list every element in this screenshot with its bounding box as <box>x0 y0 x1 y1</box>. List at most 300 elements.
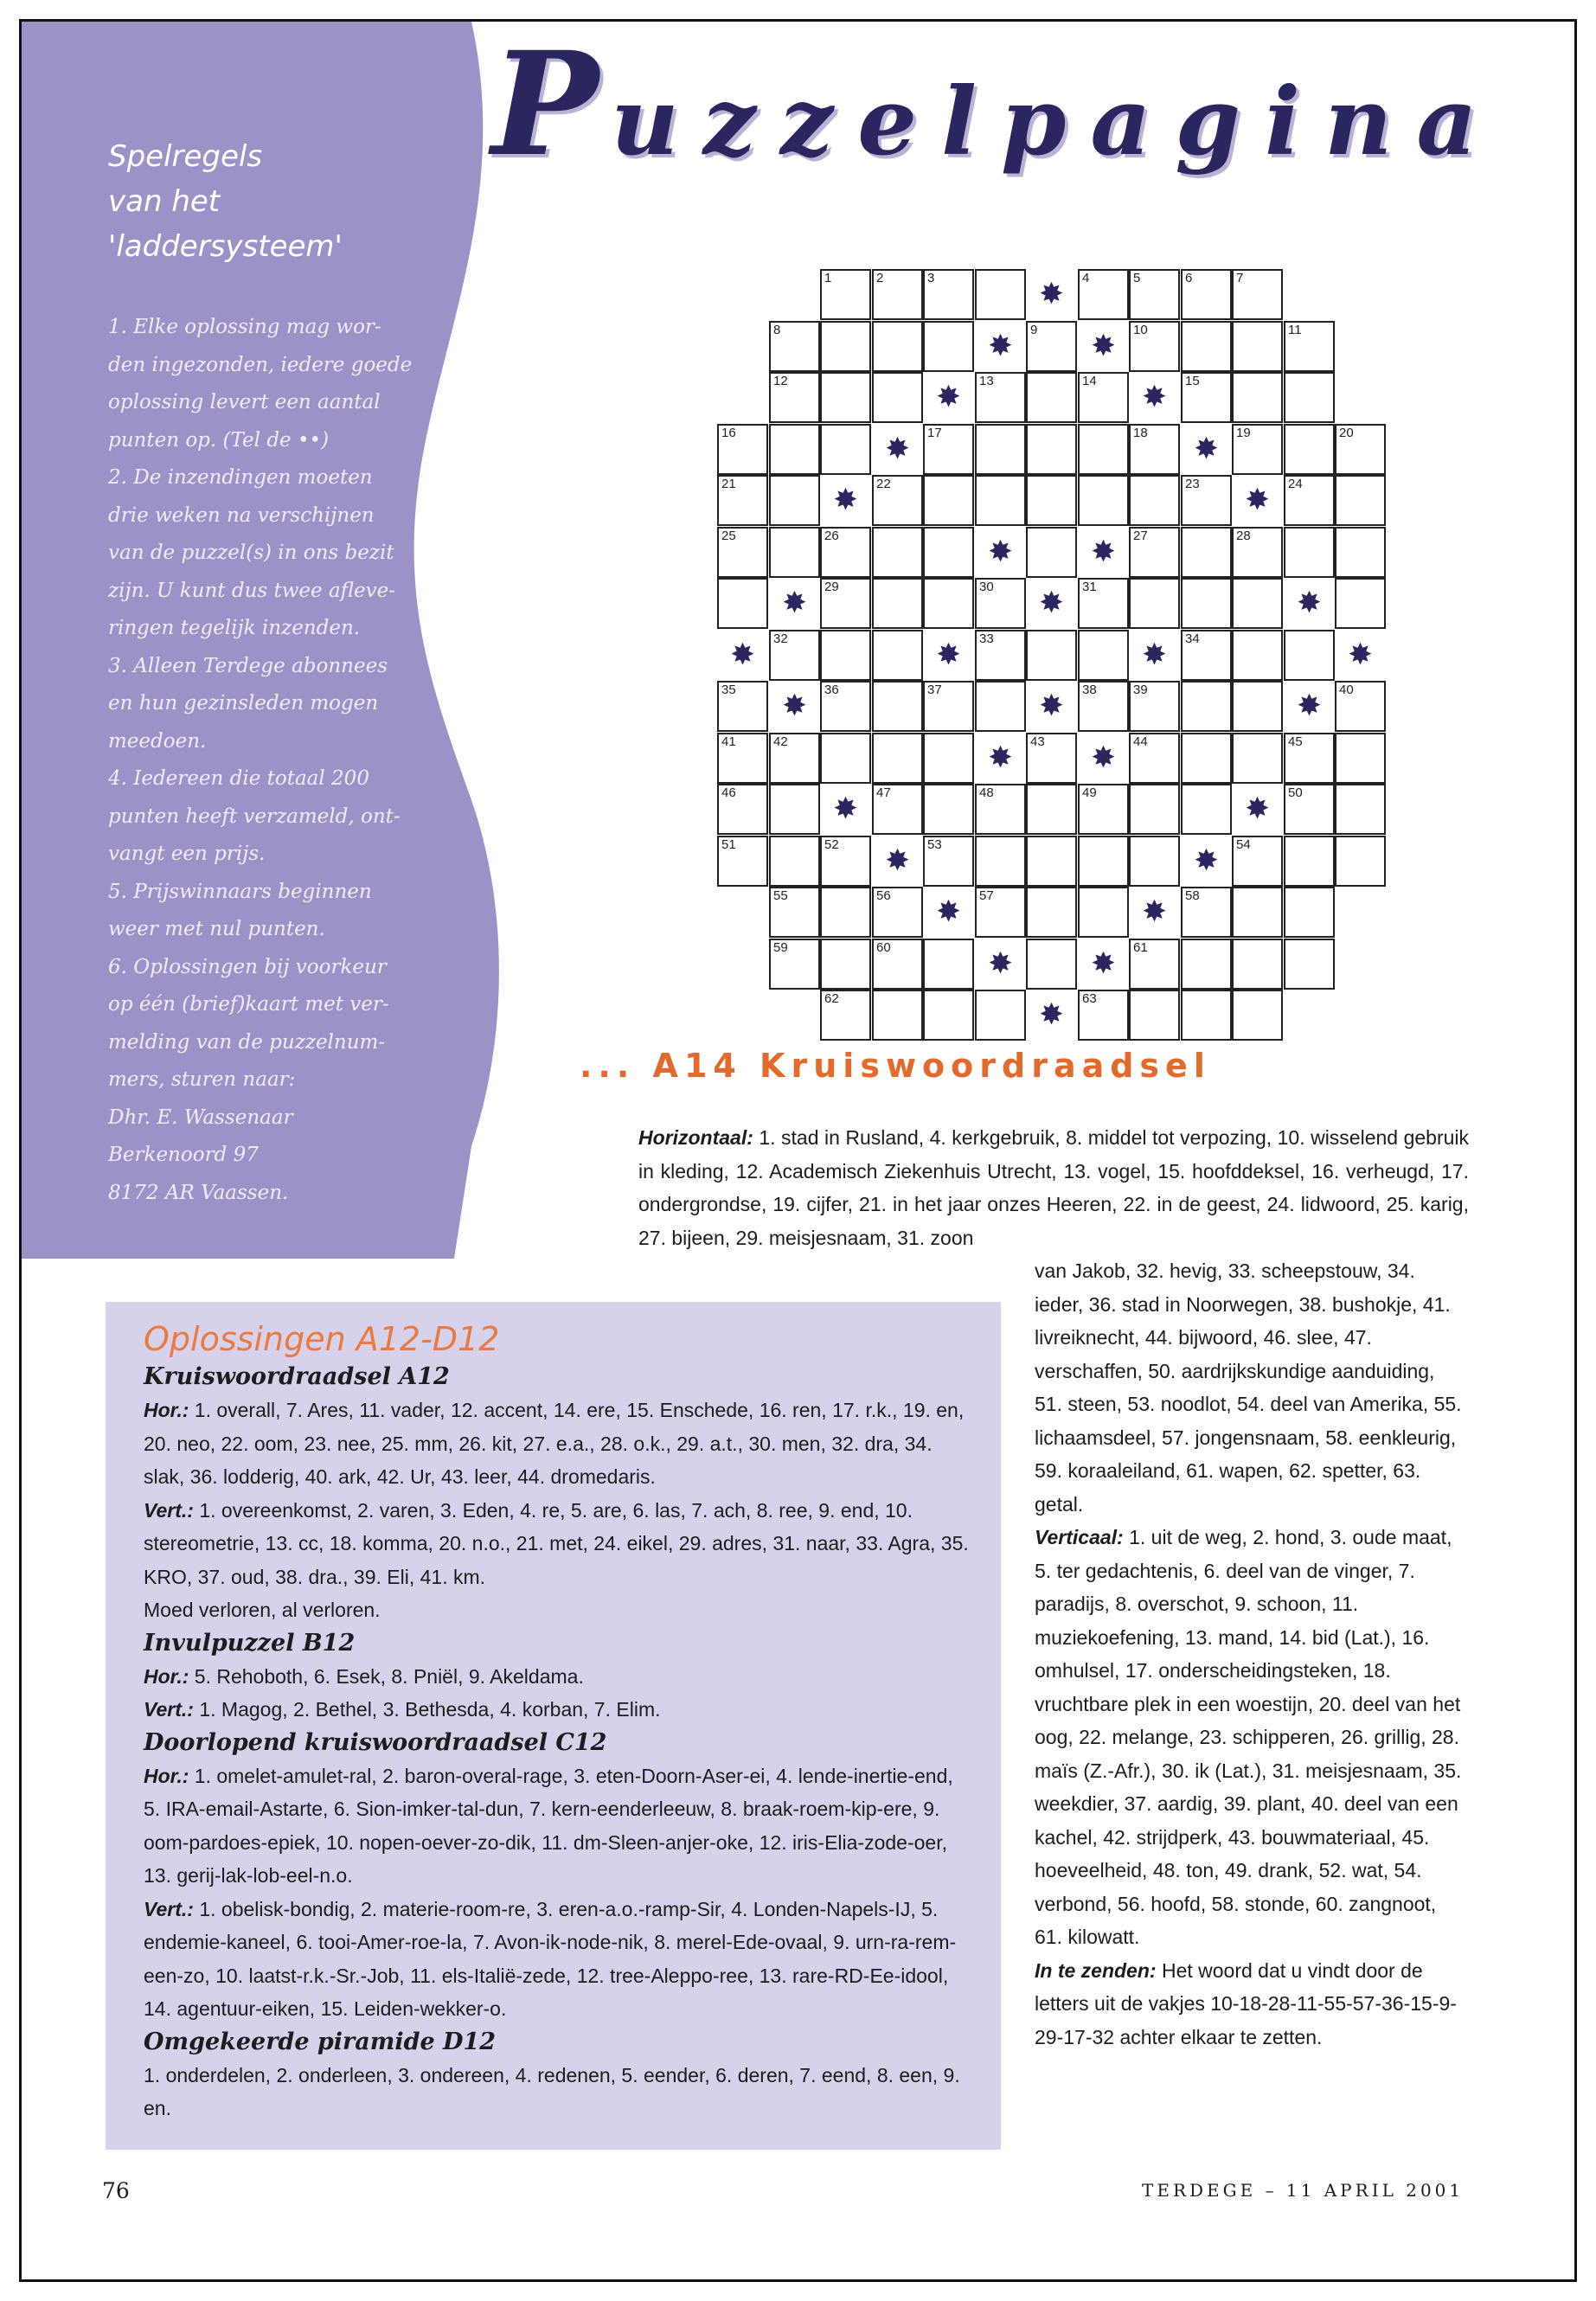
grid-cell-number: 43 <box>1030 734 1045 749</box>
solutions-content <box>144 1317 974 2125</box>
grid-cell-number: 4 <box>1082 271 1090 285</box>
grid-cell-number: 7 <box>1236 271 1244 285</box>
page-title <box>491 20 1502 188</box>
grid-cell-number: 55 <box>773 888 788 903</box>
grid-cell-number: 62 <box>824 991 839 1006</box>
grid-cell-number: 13 <box>979 374 994 388</box>
grid-cell-number: 15 <box>1185 374 1200 388</box>
grid-cell <box>1232 887 1283 938</box>
grid-cell-number: 26 <box>824 529 839 543</box>
grid-cell <box>1026 733 1077 784</box>
grid-cell <box>923 527 974 578</box>
grid-cell <box>1078 424 1129 475</box>
vertical-clues-text: 1. uit de weg, 2. hond, 3. oude maat, 5. ter gedachtenis, 6. deel van de vinger, 7. paradijs, 8. overschot, 9. schoon, 11. muziekoefening, 13. mand, 14. bid (Lat.), 16. omhulsel, 17. onderscheidingsteken, 18. vruchtbare plek in een woestijn, 20. deel van het oog, 22. melange, 23. schipperen, 26. grillig, 28. maïs (Z.-Afr.), 30. ik (Lat.), 31. meisjesnaam, 35. weekdier, 37. aardig, 39. plant, 40. deel van een kachel, 42. strijdperk, 43. bouwmateriaal, 45. hoeveelheid, 48. ton, 49. drank, 52. wat, 54. verbond, 56. hoofd, 58. stonde, 60. zangnoot, 61. kilowatt. <box>1035 1526 1462 1948</box>
grid-cell <box>1078 630 1129 681</box>
grid-star-marker: ✸ <box>833 484 858 516</box>
grid-cell-number: 10 <box>1133 323 1148 337</box>
grid-cell <box>1129 733 1180 784</box>
grid-cell <box>717 784 768 835</box>
grid-cell <box>1129 784 1180 835</box>
grid-star-marker: ✸ <box>1142 895 1167 928</box>
grid-cell <box>1335 681 1386 732</box>
page-title-rest: uzzelpagina <box>611 67 1502 176</box>
submission-label: In te zenden: <box>1035 1958 1157 1982</box>
grid-cell <box>923 681 974 732</box>
grid-cell <box>1078 784 1129 835</box>
page-title-initial: P <box>491 20 612 188</box>
grid-star-marker: ✸ <box>1091 947 1116 980</box>
grid-star-marker: ✸ <box>1039 689 1064 722</box>
grid-cell <box>820 527 871 578</box>
solution-label: Vert.: <box>144 1698 194 1721</box>
grid-star-marker: ✸ <box>988 947 1013 980</box>
grid-star-marker: ✸ <box>1245 484 1270 516</box>
grid-cell <box>975 269 1026 320</box>
solution-section-title: Doorlopend kruiswoordraadsel C12 <box>144 1728 607 1756</box>
grid-star-marker: ✸ <box>1039 998 1064 1031</box>
grid-cell <box>1232 836 1283 887</box>
grid-cell-number: 47 <box>876 785 891 800</box>
grid-cell <box>1026 527 1077 578</box>
grid-cell-number: 48 <box>979 785 994 800</box>
grid-cell <box>820 990 871 1041</box>
grid-cell <box>1284 939 1335 990</box>
grid-star-marker: ✸ <box>833 792 858 825</box>
grid-cell-number: 16 <box>721 426 736 440</box>
grid-cell <box>717 733 768 784</box>
grid-cell-number: 2 <box>876 271 884 285</box>
grid-cell <box>717 424 768 475</box>
horizontal-clues-continued: van Jakob, 32. hevig, 33. scheepstouw, 34. ieder, 36. stad in Noorwegen, 38. bushokje, 41. livreiknecht, 44. bijwoord, 46. slee, 47. verschaffen, 50. aardrijkskundige aanduiding, 51. steen, 53. noodlot, 54. deel van Amerika, 55. lichaamsdeel, 57. jongensnaam, 58. eenkleurig, 59. koraaleiland, 61. wapen, 62. spetter, 63. getal. <box>1035 1259 1462 1516</box>
grid-cell <box>1335 578 1386 629</box>
grid-cell-number: 56 <box>876 888 891 903</box>
rule-line: vangt een prijs. <box>108 843 266 865</box>
grid-cell <box>1026 475 1077 526</box>
solution-label: Hor.: <box>144 1399 189 1421</box>
grid-cell <box>1284 887 1335 938</box>
grid-cell <box>1078 990 1129 1041</box>
grid-cell <box>1335 836 1386 887</box>
grid-cell <box>1284 527 1335 578</box>
clues-column <box>1035 1254 1467 2054</box>
horizontal-clues: 1. stad in Rusland, 4. kerkgebruik, 8. middel tot verpozing, 10. wisselend gebruik in kleding, 12. Academisch Ziekenhuis Utrecht, 13. vogel, 15. hoofddeksel, 16. verheugd, 17. ondergrondse, 19. cijfer, 21. in het jaar onzes Heeren, 22. in de geest, 24. lidwoord, 25. karig, 27. bijeen, 29. meisjesnaam, 31. zoon <box>638 1126 1469 1249</box>
grid-cell <box>923 424 974 475</box>
rule-line: oplossing levert een aantal <box>108 391 381 413</box>
rule-line: drie weken na verschijnen <box>108 503 375 527</box>
grid-cell <box>1026 784 1077 835</box>
puzzle-heading: ... A14 Kruiswoordraadsel <box>580 1047 1211 1085</box>
rules-list <box>108 309 463 1212</box>
rule-line: Dhr. E. Wassenaar <box>108 1106 293 1129</box>
grid-cell-number: 17 <box>927 426 942 440</box>
grid-cell <box>872 784 923 835</box>
grid-cell-number: 31 <box>1082 580 1097 594</box>
solution-section-title: Omgekeerde piramide D12 <box>144 2028 497 2055</box>
vertical-label: Verticaal: <box>1035 1526 1124 1548</box>
grid-cell <box>820 733 871 784</box>
solution-label: Hor.: <box>144 1664 189 1688</box>
solution-paragraph <box>144 1593 974 1627</box>
grid-cell <box>1181 527 1232 578</box>
grid-cell-number: 19 <box>1236 426 1251 440</box>
grid-cell <box>1284 784 1335 835</box>
grid-cell <box>872 475 923 526</box>
grid-cell <box>1232 733 1283 784</box>
grid-cell-number: 25 <box>721 529 736 543</box>
vertical-clues <box>1035 1521 1467 1954</box>
rule-line: mers, sturen naar: <box>108 1068 296 1091</box>
grid-star-marker: ✸ <box>988 330 1013 362</box>
grid-star-marker: ✸ <box>936 381 961 413</box>
grid-cell-number: 61 <box>1133 940 1148 955</box>
grid-cell <box>975 681 1026 732</box>
grid-cell <box>1026 372 1077 423</box>
grid-cell <box>1026 939 1077 990</box>
grid-cell <box>1129 836 1180 887</box>
grid-cell-number: 40 <box>1339 683 1354 697</box>
grid-star-marker: ✸ <box>1245 792 1270 825</box>
grid-cell <box>923 836 974 887</box>
solution-label: Hor.: <box>144 1764 189 1787</box>
rules-heading-line: van het <box>108 184 221 219</box>
grid-cell <box>769 836 820 887</box>
rule-line: punten op. (Tel de ••) <box>108 428 330 452</box>
grid-star-marker: ✸ <box>1194 844 1219 877</box>
grid-star-marker: ✸ <box>988 535 1013 568</box>
solution-text: 1. onderdelen, 2. onderleen, 3. ondereen, 4. redenen, 5. eender, 6. deren, 7. eend, 8. een, 9. en. <box>144 2063 960 2119</box>
grid-cell <box>872 372 923 423</box>
grid-cell-number: 11 <box>1288 323 1302 337</box>
grid-cell <box>820 836 871 887</box>
grid-cell <box>769 630 820 681</box>
grid-cell <box>1232 681 1283 732</box>
solution-label: Vert.: <box>144 1498 194 1522</box>
grid-cell-number: 6 <box>1185 271 1193 285</box>
rule-line: weer met nul punten. <box>108 918 325 940</box>
solution-paragraph <box>144 1759 974 1893</box>
solution-section-title: Kruiswoordraadsel A12 <box>144 1363 450 1390</box>
rules-heading-line: 'laddersysteem' <box>108 229 343 264</box>
grid-cell-number: 58 <box>1185 888 1200 903</box>
grid-cell <box>1129 578 1180 629</box>
grid-cell <box>1232 578 1283 629</box>
rules-text <box>108 134 463 1212</box>
grid-cell <box>1026 887 1077 938</box>
rule-line: 8172 AR Vaassen. <box>108 1181 289 1204</box>
grid-cell <box>923 939 974 990</box>
grid-cell <box>769 527 820 578</box>
grid-cell <box>820 321 871 372</box>
grid-cell <box>923 475 974 526</box>
grid-cell <box>872 269 923 320</box>
grid-star-marker: ✸ <box>1091 535 1116 568</box>
footer-issue: TERDEGE – 11 APRIL 2001 <box>1142 2180 1465 2201</box>
grid-cell <box>1026 321 1077 372</box>
grid-cell <box>872 887 923 938</box>
grid-cell-number: 20 <box>1339 426 1354 440</box>
grid-cell <box>872 681 923 732</box>
rules-heading-line: Spelregels <box>108 139 263 174</box>
grid-cell-number: 22 <box>876 477 891 491</box>
grid-star-marker: ✸ <box>1194 433 1219 465</box>
grid-cell <box>1129 424 1180 475</box>
rule-line: van de puzzel(s) in ons bezit <box>108 542 394 564</box>
grid-cell <box>975 475 1026 526</box>
grid-star-marker: ✸ <box>988 741 1013 774</box>
grid-star-marker: ✸ <box>885 433 910 465</box>
grid-cell <box>820 269 871 320</box>
grid-cell <box>1078 578 1129 629</box>
grid-cell <box>1078 269 1129 320</box>
grid-cell <box>975 424 1026 475</box>
rule-line: 5. Prijswinnaars beginnen <box>108 880 372 903</box>
grid-cell-number: 45 <box>1288 734 1303 749</box>
grid-cell <box>872 733 923 784</box>
grid-cell-number: 53 <box>927 837 942 852</box>
grid-star-marker: ✸ <box>1039 278 1064 311</box>
grid-cell <box>923 990 974 1041</box>
grid-cell <box>1284 321 1335 372</box>
grid-cell <box>1181 269 1232 320</box>
grid-cell <box>1181 887 1232 938</box>
grid-cell <box>1078 475 1129 526</box>
rule-line: melding van de puzzelnum- <box>108 1030 386 1054</box>
grid-cell <box>1129 475 1180 526</box>
rules-panel <box>22 22 506 1259</box>
grid-cell-number: 14 <box>1082 374 1097 388</box>
rule-line: en hun gezinsleden mogen <box>108 692 379 715</box>
grid-cell <box>769 939 820 990</box>
grid-cell <box>769 733 820 784</box>
grid-cell <box>1232 939 1283 990</box>
grid-cell <box>1181 578 1232 629</box>
solution-paragraph <box>144 2059 974 2125</box>
solution-text: 5. Rehoboth, 6. Esek, 8. Pniël, 9. Akeldama. <box>194 1664 584 1688</box>
grid-cell-number: 24 <box>1288 477 1303 491</box>
grid-cell <box>975 630 1026 681</box>
grid-cell <box>923 733 974 784</box>
grid-cell-number: 23 <box>1185 477 1200 491</box>
grid-cell <box>769 424 820 475</box>
grid-cell <box>717 475 768 526</box>
grid-cell-number: 51 <box>721 837 736 852</box>
grid-cell-number: 42 <box>773 734 788 749</box>
grid-star-marker: ✸ <box>1297 586 1322 619</box>
grid-cell <box>1232 269 1283 320</box>
grid-cell-number: 21 <box>721 477 736 491</box>
grid-cell <box>872 939 923 990</box>
grid-cell-number: 59 <box>773 940 788 955</box>
grid-cell-number: 52 <box>824 837 839 852</box>
grid-star-marker: ✸ <box>936 638 961 671</box>
grid-cell <box>975 990 1026 1041</box>
grid-cell-number: 35 <box>721 683 736 697</box>
solution-text: 1. overeenkomst, 2. varen, 3. Eden, 4. re, 5. are, 6. las, 7. ach, 8. ree, 9. end, 10. stereometrie, 13. cc, 18. komma, 20. n.o., 21. met, 24. eikel, 29. adres, 31. naar, 33. Agra, 35. KRO, 37. oud, 38. dra., 39. Eli, 41. km. <box>144 1498 969 1588</box>
rule-line: ringen tegelijk inzenden. <box>108 617 361 639</box>
grid-cell-number: 46 <box>721 785 736 800</box>
grid-cell <box>820 630 871 681</box>
grid-star-marker: ✸ <box>1039 586 1064 619</box>
grid-cell <box>1232 321 1283 372</box>
rule-line: punten heeft verzameld, ont- <box>108 804 401 828</box>
grid-cell <box>872 527 923 578</box>
grid-cell <box>1181 372 1232 423</box>
grid-cell <box>1026 836 1077 887</box>
grid-cell <box>1129 939 1180 990</box>
grid-cell-number: 18 <box>1133 426 1148 440</box>
solutions-title: Oplossingen A12-D12 <box>144 1320 500 1358</box>
rule-line: zijn. U kunt dus twee afleve- <box>108 579 396 602</box>
solution-text: 1. overall, 7. Ares, 11. vader, 12. accent, 14. ere, 15. Enschede, 16. ren, 17. r.k., 19. en, 20. neo, 22. oom, 23. nee, 25. mm, 26. kit, 27. e.a., 28. o.k., 29. a.t., 30. men, 32. dra, 34. slak, 36. lodderig, 40. ark, 42. Ur, 43. leer, 44. dromedaris. <box>144 1399 965 1488</box>
grid-cell <box>1232 527 1283 578</box>
grid-cell <box>1078 887 1129 938</box>
grid-cell-number: 37 <box>927 683 942 697</box>
grid-cell-number: 32 <box>773 631 788 646</box>
grid-cell <box>975 836 1026 887</box>
grid-cell-number: 33 <box>979 631 994 646</box>
grid-cell <box>717 681 768 732</box>
grid-cell <box>1129 527 1180 578</box>
grid-cell <box>1232 424 1283 475</box>
grid-cell <box>769 784 820 835</box>
grid-cell <box>1181 784 1232 835</box>
grid-star-marker: ✸ <box>1348 638 1373 671</box>
grid-cell <box>717 578 768 629</box>
solution-paragraph <box>144 1893 974 2026</box>
grid-cell <box>1284 630 1335 681</box>
grid-cell <box>1026 630 1077 681</box>
grid-cell <box>1078 372 1129 423</box>
grid-cell <box>1335 527 1386 578</box>
grid-cell <box>872 630 923 681</box>
rule-line: 1. Elke oplossing mag wor- <box>108 316 381 338</box>
grid-cell <box>872 321 923 372</box>
grid-cell <box>820 939 871 990</box>
grid-star-marker: ✸ <box>782 586 807 619</box>
grid-cell-number: 36 <box>824 683 839 697</box>
grid-cell <box>975 372 1026 423</box>
submission-text: Het woord dat u vindt door de letters uit de vakjes 10-18-28-11-55-57-36-15-9-29-17-32 achter elkaar te zetten. <box>1035 1958 1457 2048</box>
solution-text: 1. omelet-amulet-ral, 2. baron-overal-rage, 3. eten-Doorn-Aser-ei, 4. lende-inertie-end, 5. IRA-email-Astarte, 6. Sion-imker-tal-dun, 7. kern-eenderleeuw, 8. braak-roem-kip-ere, 9. oom-pardoes-epiek, 10. nopen-oever-zo-dik, 11. dm-Sleen-anjer-oke, 12. iris-Elia-zode-oer, 13. gerij-lak-lob-eel-n.o. <box>144 1764 953 1887</box>
grid-cell <box>1335 424 1386 475</box>
grid-cell <box>1232 372 1283 423</box>
grid-cell <box>769 321 820 372</box>
grid-cell <box>1129 681 1180 732</box>
grid-cell <box>1284 733 1335 784</box>
grid-star-marker: ✸ <box>1091 330 1116 362</box>
grid-cell-number: 60 <box>876 940 891 955</box>
grid-cell <box>820 578 871 629</box>
grid-cell <box>1129 990 1180 1041</box>
grid-cell-number: 54 <box>1236 837 1251 852</box>
grid-cell <box>820 681 871 732</box>
solution-paragraph <box>144 1494 974 1594</box>
grid-cell <box>820 372 871 423</box>
grid-cell <box>923 578 974 629</box>
grid-cell <box>1335 733 1386 784</box>
submission-instructions <box>1035 1954 1467 2054</box>
grid-cell <box>1181 990 1232 1041</box>
grid-cell-number: 8 <box>773 323 781 337</box>
solution-text: 1. obelisk-bondig, 2. materie-room-re, 3. eren-a.o.-ramp-Sir, 4. Londen-Napels-IJ, 5. endemie-kaneel, 6. tooi-Amer-roe-la, 7. Avon-ik-node-nik, 8. merel-Ede-ovaal, 9. urn-ra-rem-een-zo, 10. laatst-r.k.-Sr.-Job, 11. els-Italië-zede, 12. tree-Aleppo-ree, 13. rare-RD-Ee-idool, 14. agentuur-eiken, 15. Leiden-wekker-o. <box>144 1897 957 2020</box>
solutions-box <box>106 1302 1001 2150</box>
grid-cell-number: 30 <box>979 580 994 594</box>
grid-cell-number: 28 <box>1236 529 1251 543</box>
grid-cell <box>1284 424 1335 475</box>
solution-paragraph <box>144 1693 974 1727</box>
grid-cell-number: 12 <box>773 374 788 388</box>
rule-line: den ingezonden, iedere goede <box>108 353 413 376</box>
grid-star-marker: ✸ <box>782 689 807 722</box>
grid-cell <box>923 269 974 320</box>
grid-cell-number: 63 <box>1082 991 1097 1006</box>
rule-line: Berkenoord 97 <box>108 1144 259 1166</box>
grid-cell-number: 9 <box>1030 323 1038 337</box>
rule-line: 6. Oplossingen bij voorkeur <box>108 955 387 978</box>
grid-cell <box>975 887 1026 938</box>
grid-cell-number: 3 <box>927 271 935 285</box>
grid-cell <box>1181 939 1232 990</box>
solution-text: Moed verloren, al verloren. <box>144 1599 381 1621</box>
grid-cell-number: 41 <box>721 734 736 749</box>
grid-star-marker: ✸ <box>936 895 961 928</box>
grid-star-marker: ✸ <box>1142 638 1167 671</box>
grid-cell <box>975 578 1026 629</box>
grid-cell <box>769 372 820 423</box>
grid-cell <box>923 321 974 372</box>
rule-line: 2. De inzendingen moeten <box>108 466 373 489</box>
rule-line: meedoen. <box>108 729 207 753</box>
grid-cell-number: 5 <box>1133 271 1141 285</box>
grid-star-marker: ✸ <box>730 638 755 671</box>
grid-cell <box>872 578 923 629</box>
rule-line: op één (brief)kaart met ver- <box>108 993 389 1016</box>
solution-text: 1. Magog, 2. Bethel, 3. Bethesda, 4. korban, 7. Elim. <box>199 1698 661 1721</box>
grid-cell <box>1335 475 1386 526</box>
grid-cell <box>1181 321 1232 372</box>
grid-cell <box>1129 321 1180 372</box>
grid-cell <box>1232 630 1283 681</box>
grid-cell <box>820 424 871 475</box>
grid-cell <box>1181 681 1232 732</box>
page-number: 76 <box>102 2178 130 2203</box>
grid-cell <box>923 784 974 835</box>
grid-cell <box>769 475 820 526</box>
grid-star-marker: ✸ <box>1142 381 1167 413</box>
grid-cell <box>769 887 820 938</box>
grid-cell-number: 27 <box>1133 529 1148 543</box>
clues-horizontal <box>638 1121 1469 1254</box>
grid-cell <box>975 784 1026 835</box>
solution-section-title: Invulpuzzel B12 <box>144 1629 356 1657</box>
grid-cell <box>1335 784 1386 835</box>
grid-cell <box>872 990 923 1041</box>
grid-cell-number: 34 <box>1185 631 1200 646</box>
grid-cell-number: 50 <box>1288 785 1303 800</box>
grid-cell <box>1232 990 1283 1041</box>
grid-cell <box>717 527 768 578</box>
grid-cell-number: 44 <box>1133 734 1148 749</box>
horizontal-label: Horizontaal: <box>638 1126 753 1149</box>
grid-cell-number: 49 <box>1082 785 1097 800</box>
grid-star-marker: ✸ <box>1297 689 1322 722</box>
solution-label: Vert.: <box>144 1897 194 1920</box>
grid-star-marker: ✸ <box>1091 741 1116 774</box>
grid-cell-number: 38 <box>1082 683 1097 697</box>
rule-line: 4. Iedereen die totaal 200 <box>108 767 369 790</box>
solution-paragraph <box>144 1660 974 1694</box>
grid-cell <box>1129 269 1180 320</box>
